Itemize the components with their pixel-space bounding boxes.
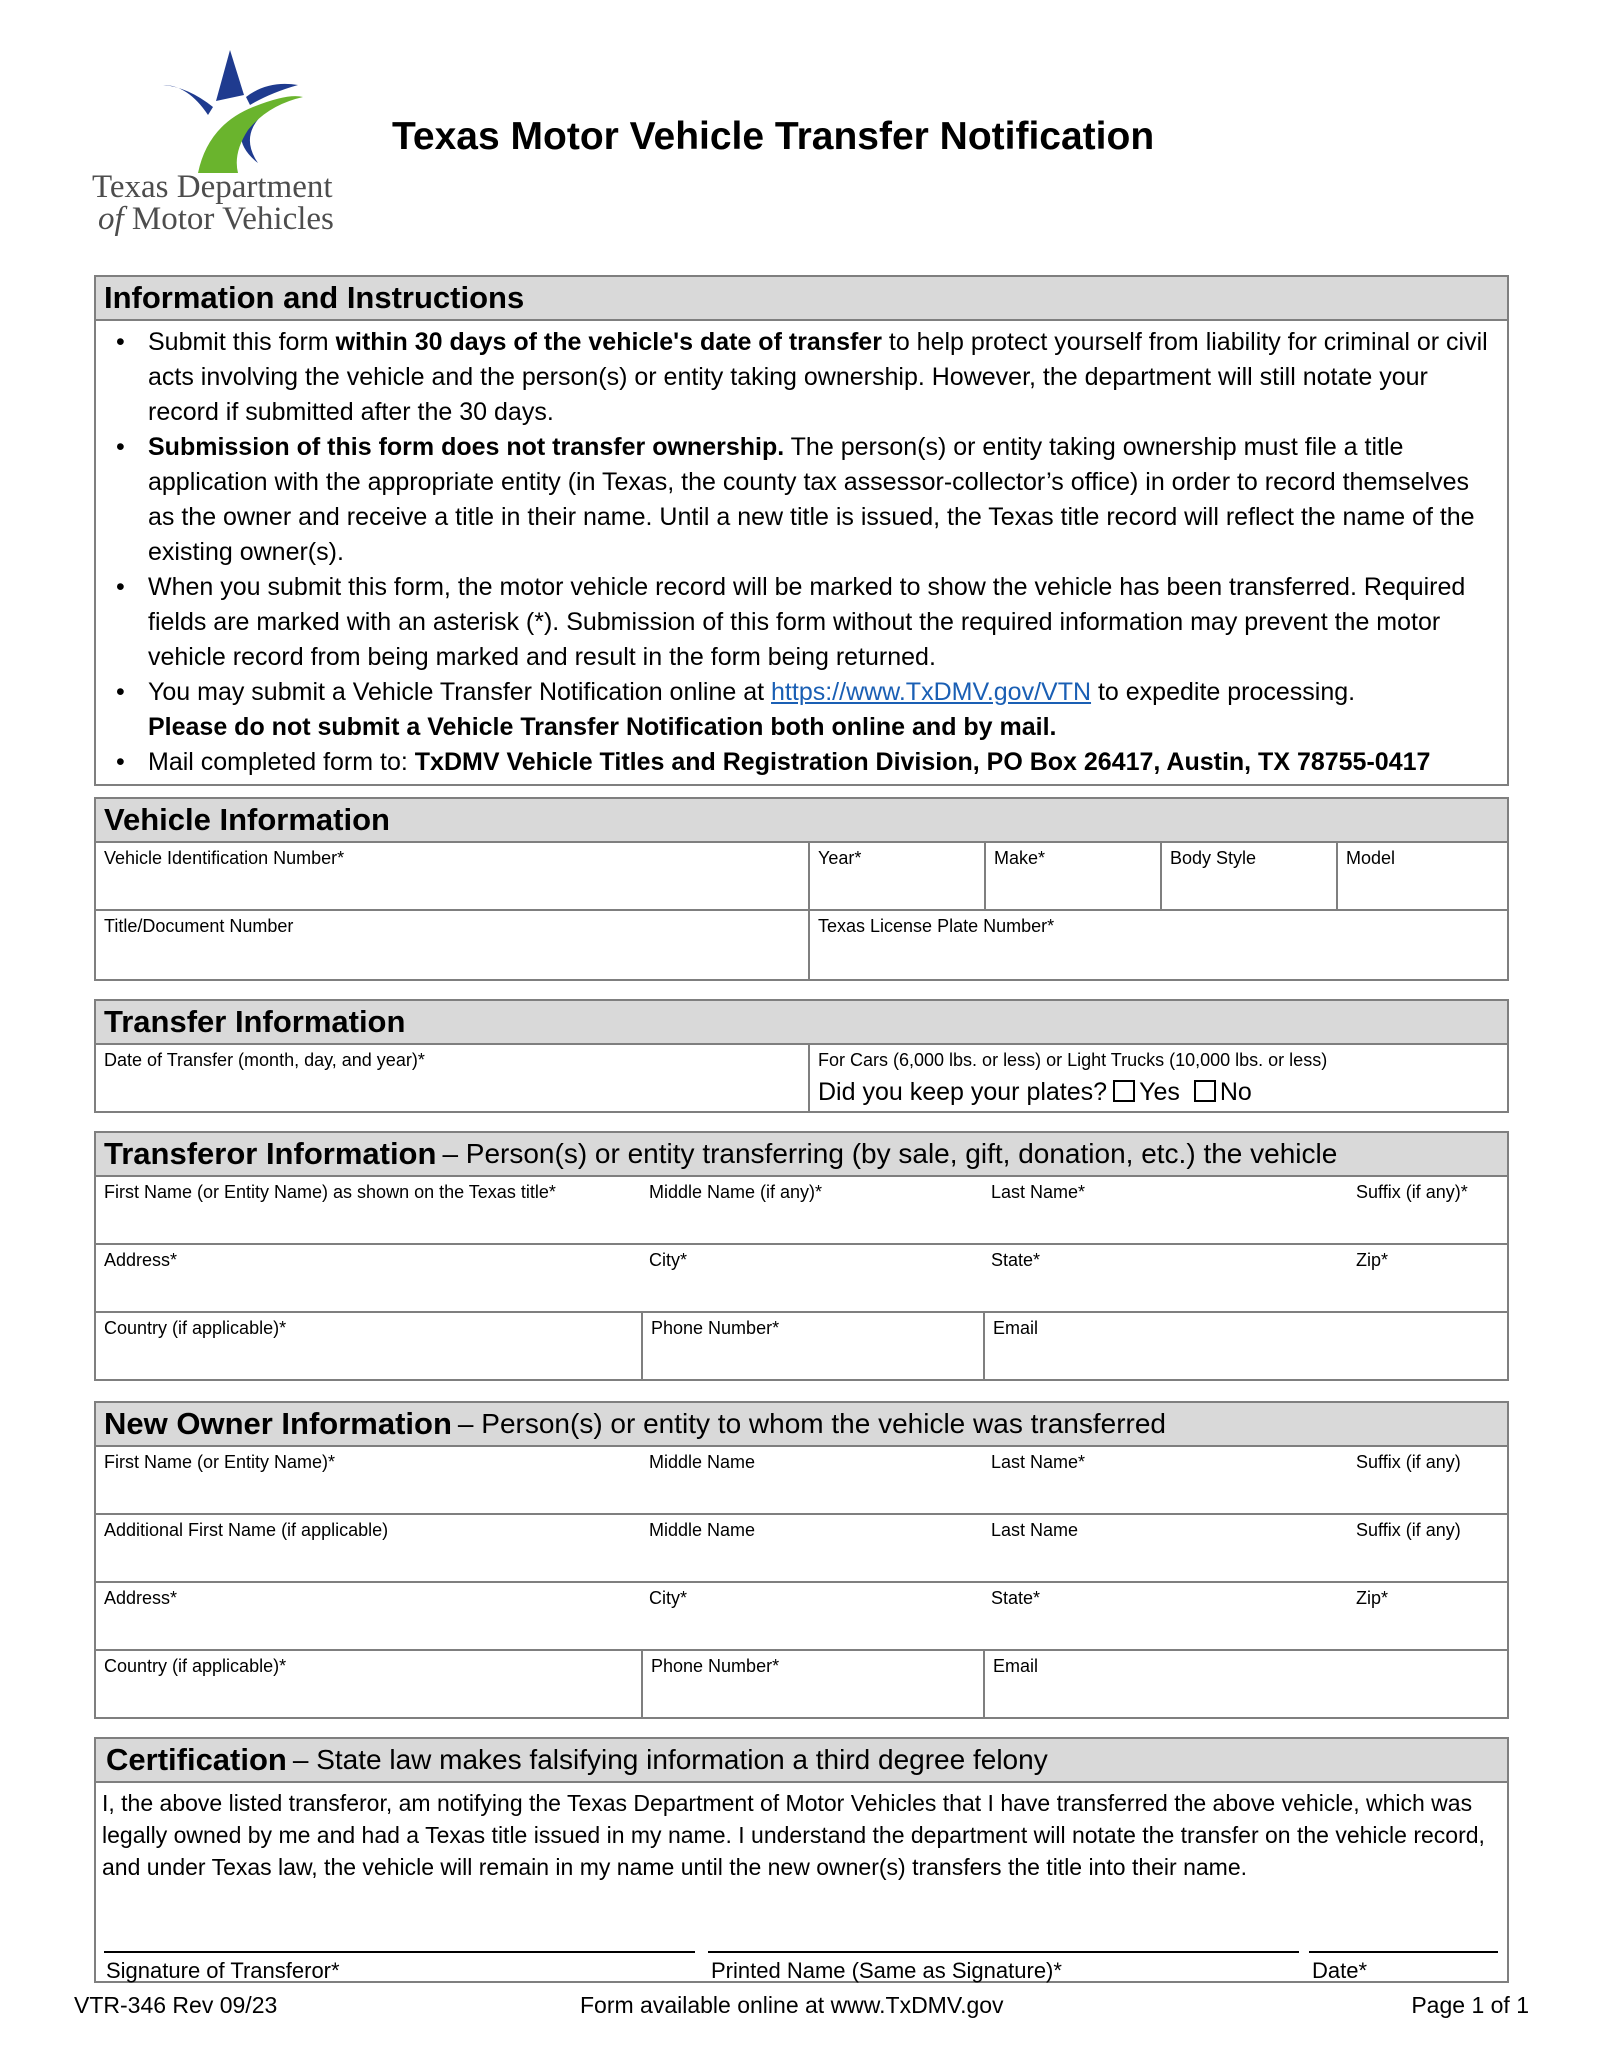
new-owner-middle-name-field[interactable]: Middle Name <box>649 1452 756 1472</box>
list-item: • You may submit a Vehicle Transfer Notification online at https://www.TxDMV.gov/VTN to expedite processing. Please do not submit a Vehicle Transfer Notification both online and by mail. <box>96 675 1493 745</box>
year-field[interactable]: Year* <box>808 843 984 909</box>
additional-first-name-field[interactable]: Additional First Name (if applicable) <box>104 1520 389 1540</box>
vin-field[interactable]: Vehicle Identification Number* <box>104 848 345 868</box>
plates-no-checkbox[interactable] <box>1194 1080 1216 1102</box>
star-logo-icon <box>158 45 333 175</box>
transferor-email-field[interactable]: Email <box>983 1313 1507 1381</box>
transferor-state-field[interactable]: State* <box>991 1250 1041 1270</box>
txdmv-logo <box>88 45 368 245</box>
certification-statement: I, the above listed transferor, am notifying the Texas Department of Motor Vehicles that I have transferred the above vehicle, which was legally owned by me and had a Texas title issued in my name. I understand the department will notate the transfer on the vehicle record, and under Texas law, the vehicle will remain in my name until the new owner(s) transfers the title into their name. <box>102 1790 1485 1880</box>
instructions-list <box>96 321 1507 784</box>
new-owner-suffix-field[interactable]: Suffix (if any) <box>1356 1452 1461 1472</box>
body-style-field[interactable]: Body Style <box>1160 843 1336 909</box>
form-number: VTR-346 Rev 09/23 <box>74 1992 278 2018</box>
list-item: • When you submit this form, the motor vehicle record will be marked to show the vehicle has been transferred. Required fields are marked with an asterisk (*). Submission of this form without the required information may prevent the motor vehicle record from being marked and result in the form being returned. <box>96 570 1493 675</box>
transferor-address-field[interactable]: Address* <box>104 1250 178 1270</box>
transferor-last-name-field[interactable]: Last Name* <box>991 1182 1086 1202</box>
instructions-section <box>94 275 1509 786</box>
plates-question: For Cars (6,000 lbs. or less) or Light Trucks (10,000 lbs. or less) Did you keep your plates? Yes No <box>808 1045 1507 1111</box>
additional-last-name-field[interactable]: Last Name <box>991 1520 1079 1540</box>
signature-line[interactable] <box>104 1951 695 1953</box>
signature-label: Signature of Transferor* <box>106 1958 340 1983</box>
new-owner-city-field[interactable]: City* <box>649 1588 688 1608</box>
section-heading: Transfer Information <box>104 1004 406 1039</box>
plates-yes-checkbox[interactable] <box>1113 1080 1135 1102</box>
new-owner-section: New Owner Information – Person(s) or entity to whom the vehicle was transferred First Name (or Entity Name)* Middle Name Last Name* Suffix (if any) Additional First Name (if applicable) Middle Name Last Name Suffix (if any) Address* City* State* Zip* Country (if applicable)* Phone Number* Email <box>94 1401 1509 1719</box>
transferor-country-field[interactable]: Country (if applicable)* <box>104 1318 287 1338</box>
list-item: • Submit this form within 30 days of the vehicle's date of transfer to help protect yourself from liability for criminal or civil acts involving the vehicle and the person(s) or entity taking ownership. However, the department will still notate your record if submitted after the 30 days. <box>96 325 1493 430</box>
date-of-transfer-field[interactable]: Date of Transfer (month, day, and year)* <box>104 1050 425 1070</box>
date-label: Date* <box>1312 1958 1368 1983</box>
new-owner-zip-field[interactable]: Zip* <box>1356 1588 1389 1608</box>
section-heading: Transferor Information <box>104 1136 437 1171</box>
transferor-section: Transferor Information – Person(s) or entity transferring (by sale, gift, donation, etc.) the vehicle First Name (or Entity Name) as shown on the Texas title* Middle Name (if any)* Last Name* Suffix (if any)* Address* City* State* Zip* Country (if applicable)* Phone Number* Email <box>94 1131 1509 1381</box>
additional-suffix-field[interactable]: Suffix (if any) <box>1356 1520 1461 1540</box>
title-document-field[interactable]: Title/Document Number <box>104 916 294 936</box>
model-field[interactable]: Model <box>1336 843 1507 909</box>
section-heading: New Owner Information <box>104 1406 452 1441</box>
date-line[interactable] <box>1309 1951 1498 1953</box>
transferor-first-name-field[interactable]: First Name (or Entity Name) as shown on the Texas title* <box>104 1182 556 1202</box>
license-plate-field[interactable]: Texas License Plate Number* <box>808 911 1507 979</box>
transferor-city-field[interactable]: City* <box>649 1250 688 1270</box>
transferor-suffix-field[interactable]: Suffix (if any)* <box>1356 1182 1468 1202</box>
section-heading: Information and Instructions <box>104 280 525 315</box>
new-owner-phone-field[interactable]: Phone Number* <box>641 1651 983 1719</box>
printed-name-line[interactable] <box>708 1951 1299 1953</box>
new-owner-address-field[interactable]: Address* <box>104 1588 178 1608</box>
new-owner-first-name-field[interactable]: First Name (or Entity Name)* <box>104 1452 336 1472</box>
additional-middle-name-field[interactable]: Middle Name <box>649 1520 756 1540</box>
vehicle-section <box>94 797 1509 981</box>
certification-section: Certification – State law makes falsifying information a third degree felony I, the above listed transferor, am notifying the Texas Department of Motor Vehicles that I have transferred the above vehicle, which was legally owned by me and had a Texas title issued in my name. I understand the department will notate the transfer on the vehicle record, and under Texas law, the vehicle will remain in my name until the new owner(s) transfers the title into their name. <box>94 1737 1509 1983</box>
transferor-zip-field[interactable]: Zip* <box>1356 1250 1389 1270</box>
transfer-section <box>94 999 1509 1113</box>
printed-name-label: Printed Name (Same as Signature)* <box>711 1958 1062 1983</box>
logo-line-1: Texas Department <box>92 169 333 205</box>
new-owner-email-field[interactable]: Email <box>983 1651 1507 1719</box>
new-owner-country-field[interactable]: Country (if applicable)* <box>104 1656 287 1676</box>
page-title: Texas Motor Vehicle Transfer Notification <box>392 115 1155 158</box>
transferor-phone-field[interactable]: Phone Number* <box>641 1313 983 1381</box>
page-number: Page 1 of 1 <box>1411 1992 1529 2018</box>
new-owner-state-field[interactable]: State* <box>991 1588 1041 1608</box>
footer-website: Form available online at www.TxDMV.gov <box>580 1992 1004 2018</box>
section-heading: Vehicle Information <box>104 802 390 837</box>
logo-line-2: of Motor Vehicles <box>98 201 334 237</box>
transferor-middle-name-field[interactable]: Middle Name (if any)* <box>649 1182 823 1202</box>
section-heading: Certification <box>106 1742 287 1777</box>
make-field[interactable]: Make* <box>984 843 1160 909</box>
list-item: • Submission of this form does not transfer ownership. The person(s) or entity taking ownership must file a title application with the appropriate entity (in Texas, the county tax assessor-collector’s office) in order to record themselves as the owner and receive a title in their name. Until a new title is issued, the Texas title record will reflect the name of the existing owner(s). <box>96 430 1493 570</box>
list-item: • Mail completed form to: TxDMV Vehicle Titles and Registration Division, PO Box 26417, Austin, TX 78755-0417 <box>96 745 1493 780</box>
vtn-link[interactable]: https://www.TxDMV.gov/VTN <box>771 678 1092 706</box>
new-owner-last-name-field[interactable]: Last Name* <box>991 1452 1086 1472</box>
